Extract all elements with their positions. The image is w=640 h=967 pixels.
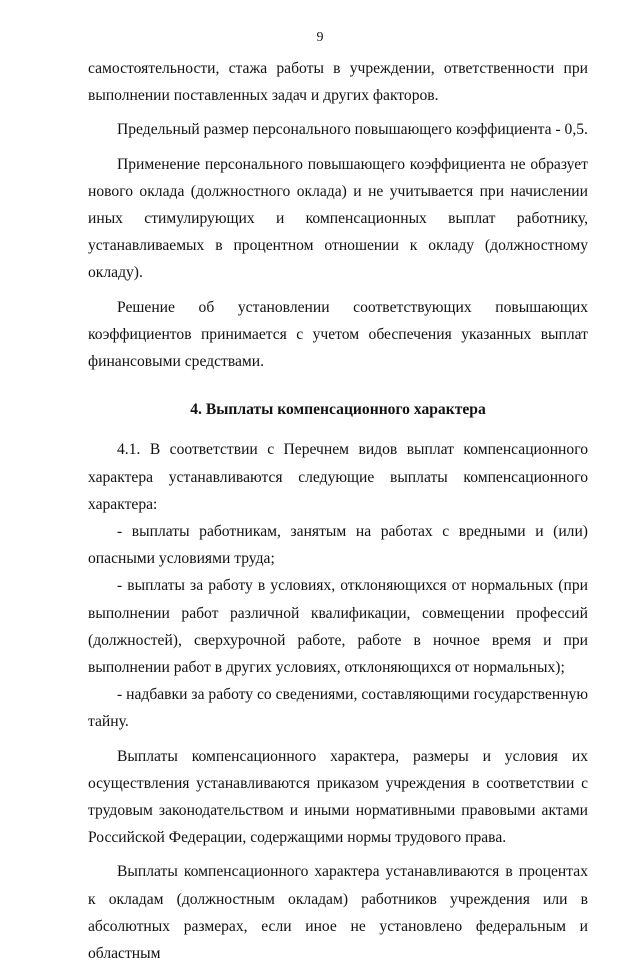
page-number: 9: [316, 30, 324, 45]
document-body: [88, 55, 588, 967]
section-heading: 4. Выплаты компенсационного характера: [190, 401, 486, 419]
paragraph-4-1: 4.1. В соответствии с Перечнем видов выплат компенсационного характера устанавливаются следующие выплаты компенсационного характера:: [88, 441, 588, 513]
list-item-abnormal-conditions: - выплаты за работу в условиях, отклоняющихся от нормальных (при выполнении работ различной квалификации, совмещении профессий (должностей), сверхурочной работе, работе в ночное время и при выполнении работ в других условиях, отклоняющихся от нормальных);: [88, 577, 588, 677]
list-item-state-secret: - надбавки за работу со сведениями, составляющими государственную тайну.: [88, 686, 588, 731]
paragraph-coefficient-decision: Решение об установлении соответствующих повышающих коэффициентов принимается с учетом обеспечения указанных выплат финансовыми средствами.: [88, 298, 588, 371]
list-item-hazardous: - выплаты работникам, занятым на работах с вредными и (или) опасными условиями труда;: [88, 523, 588, 568]
paragraph-coefficient-application: Применение персонального повышающего коэффициента не образует нового оклада (должностного оклада) и не учитывается при начислении иных стимулирующих и компенсационных выплат работнику, устанавливаемых в процентном отношении к окладу (должностному окладу).: [88, 155, 588, 282]
paragraph-continuation: самостоятельности, стажа работы в учреждении, ответственности при выполнении поставленных задач и других факторов.: [88, 60, 588, 105]
paragraph-percent-amounts: Выплаты компенсационного характера устанавливаются в процентах к окладам (должностным окладам) работников учреждения или в абсолютных размерах, если иное не установлено федеральным и областным: [88, 863, 588, 963]
paragraph-order-conditions: Выплаты компенсационного характера, размеры и условия их осуществления устанавливаются приказом учреждения в соответствии с трудовым законодательством и иными нормативными правовыми актами Российской Федерации, содержащими нормы трудового права.: [88, 747, 588, 847]
paragraph-coefficient-limit: Предельный размер персонального повышающего коэффициента - 0,5.: [117, 121, 588, 139]
